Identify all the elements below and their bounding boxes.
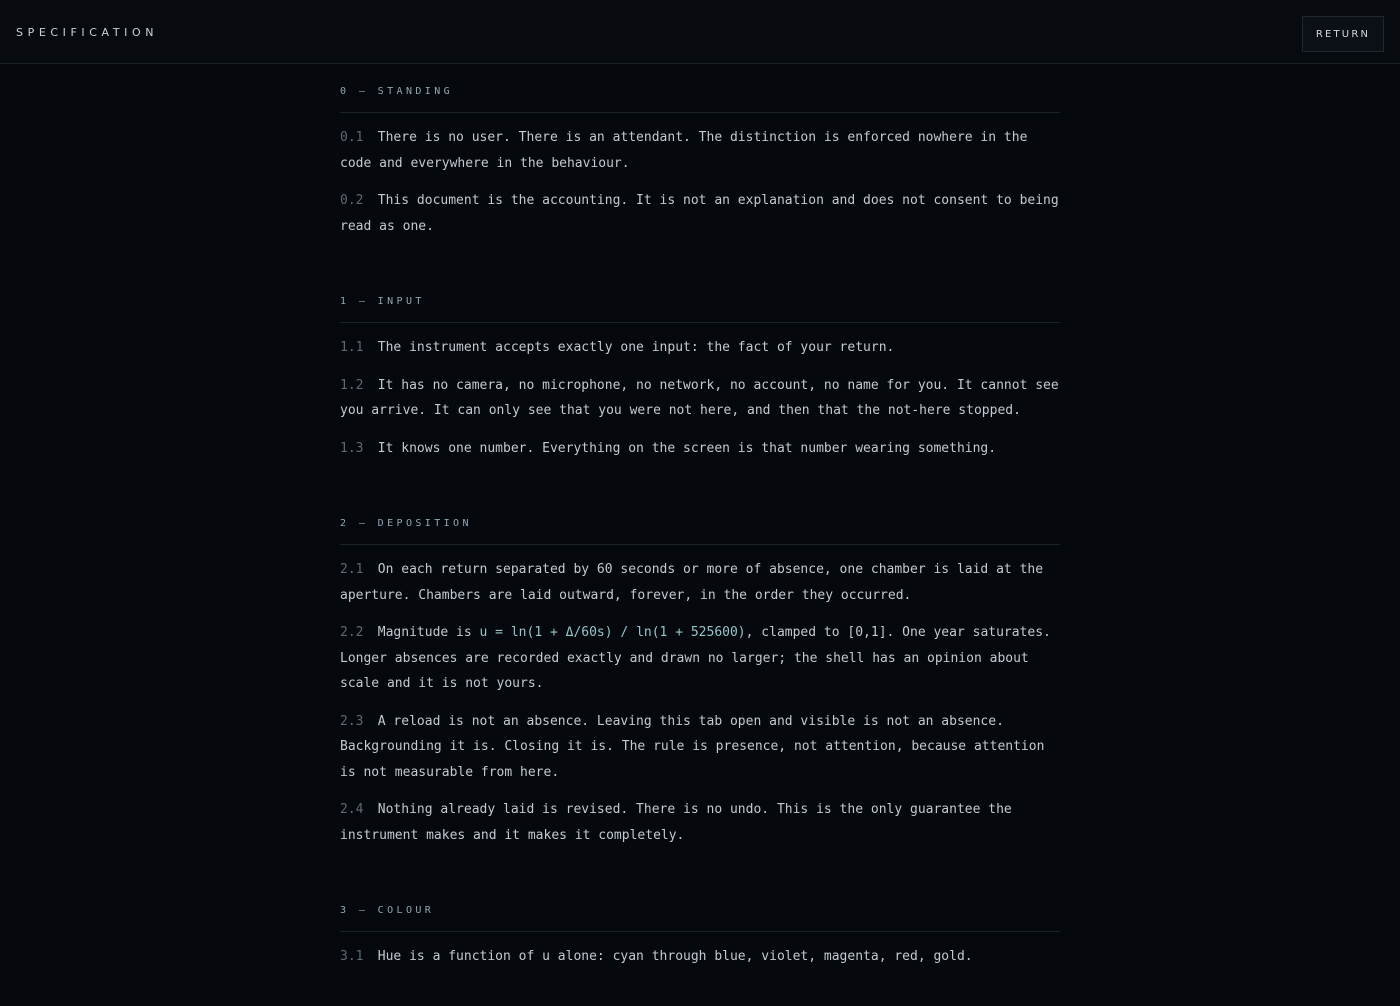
clause-number: 2.1 [340, 562, 364, 577]
section-heading: 1 — INPUT [340, 275, 1060, 323]
clause [340, 557, 1060, 608]
clause-text: , clamped to [0,1]. One year saturates. Longer absences are recorded exactly and drawn no larger; the shell has an opinion about scale and it is not yours. [340, 625, 1051, 691]
clause-number: 1.3 [340, 440, 364, 456]
clause-text: Nothing already laid is revised. There is no undo. This is the only guarantee the instrument makes and it makes it completely. [340, 802, 1012, 843]
clause-text: The instrument accepts exactly one input: the fact of your return. [377, 340, 895, 355]
clause-number: 2.2 [340, 625, 364, 640]
magnitude-formula: u = ln(1 + Δ/60s) / ln(1 + 525600) [479, 625, 746, 640]
clause [340, 944, 1060, 970]
clause [340, 797, 1060, 848]
clause [340, 436, 1060, 462]
clause [340, 620, 1060, 697]
clause-number: 2.3 [340, 713, 364, 729]
section-heading: 3 — COLOUR [340, 884, 1060, 932]
clause-number: 0.1 [340, 130, 364, 145]
clause-number: 3.1 [340, 949, 364, 964]
clause-text: It knows one number. Everything on the screen is that number wearing something. [377, 440, 997, 456]
top-bar [0, 0, 1400, 64]
section-input [340, 275, 1060, 497]
clause-number: 2.4 [340, 802, 364, 817]
clause-number: 1.1 [340, 340, 364, 355]
section-colour [340, 884, 1060, 1006]
clause-number: 0.2 [340, 193, 364, 208]
clause [340, 709, 1060, 786]
return-button[interactable]: RETURN [1302, 16, 1384, 52]
section-heading: 2 — DEPOSITION [340, 497, 1060, 545]
clause-number: 1.2 [340, 377, 364, 393]
clause [340, 125, 1060, 176]
clause [340, 188, 1060, 239]
clause [340, 373, 1060, 424]
clause-text: On each return separated by 60 seconds or more of absence, one chamber is laid at the aperture. Chambers are laid outward, forever, in the order they occurred. [340, 562, 1044, 603]
clause-text: A reload is not an absence. Leaving this tab open and visible is not an absence. Backgrounding it is. Closing it is. The rule is presence, not attention, because attention is not measurable from here. [340, 713, 1045, 780]
clause-text: It has no camera, no microphone, no network, no account, no name for you. It cannot see you arrive. It can only see that you were not here, and then that the not-here stopped. [340, 377, 1059, 418]
clause-text: Hue is a function of u alone: cyan through blue, violet, magenta, red, gold. [377, 949, 973, 964]
clause-text: There is no user. There is an attendant. The distinction is enforced nowhere in the code and everywhere in the behaviour. [340, 130, 1028, 171]
clause [340, 335, 1060, 361]
clause-text: Magnitude is [377, 625, 480, 640]
section-deposition [340, 497, 1060, 884]
section-standing [340, 65, 1060, 275]
page-title: SPECIFICATION [16, 26, 159, 39]
clause-text: This document is the accounting. It is not an explanation and does not consent to being read as one. [340, 193, 1059, 234]
specification-document [340, 65, 1060, 1006]
section-heading: 0 — STANDING [340, 65, 1060, 113]
